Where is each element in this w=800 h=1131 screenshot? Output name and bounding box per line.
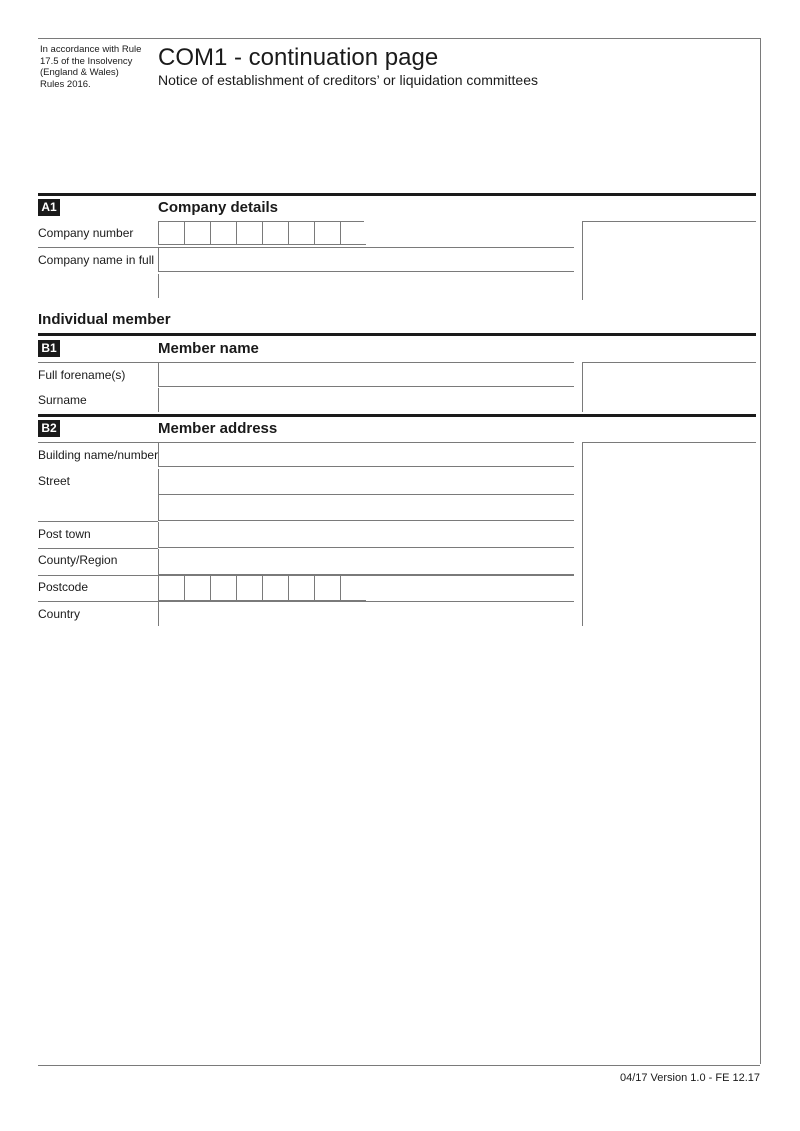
page-frame-bottom (38, 1065, 760, 1066)
postcode-char-8[interactable] (340, 575, 366, 601)
county-label: County/Region (38, 553, 118, 567)
b2-margin-note-box (582, 442, 756, 626)
postcode-char-1[interactable] (158, 575, 184, 601)
forenames-field[interactable] (158, 363, 574, 387)
a1-margin-note-box (582, 221, 756, 300)
form-subtitle: Notice of establishment of creditors’ or liquidation committees (158, 72, 538, 88)
street-field-line-2[interactable] (158, 495, 574, 521)
postcode-char-6[interactable] (288, 575, 314, 601)
postcode-char-4[interactable] (236, 575, 262, 601)
form-title: COM1 - continuation page (158, 44, 439, 71)
surname-label: Surname (38, 393, 87, 407)
company-number-digit-4[interactable] (236, 221, 262, 245)
surname-field[interactable] (158, 388, 574, 412)
section-b2-rule (38, 414, 756, 417)
individual-member-heading: Individual member (38, 311, 171, 328)
company-name-field-line-1[interactable] (158, 248, 574, 272)
section-a1-title: Company details (158, 199, 279, 216)
street-label: Street (38, 474, 71, 488)
company-number-digit-5[interactable] (262, 221, 288, 245)
b1-margin-note-box (582, 362, 756, 412)
version-footer: 04/17 Version 1.0 - FE 12.17 (619, 1072, 760, 1084)
page-frame-top (38, 38, 760, 39)
postcode-char-2[interactable] (184, 575, 210, 601)
company-number-digit-1[interactable] (158, 221, 184, 245)
section-b2-badge: B2 (38, 420, 60, 437)
street-field-line-1[interactable] (158, 469, 574, 495)
company-name-field-line-2[interactable] (158, 274, 574, 298)
section-b2-title: Member address (158, 420, 278, 437)
country-field[interactable] (158, 602, 574, 626)
row-divider (38, 548, 158, 549)
building-label: Building name/number (38, 448, 159, 462)
country-label: Country (38, 607, 81, 621)
post-town-field[interactable] (158, 522, 574, 548)
company-number-label: Company number (38, 226, 134, 240)
postcode-field[interactable] (158, 575, 364, 601)
section-b1-badge: B1 (38, 340, 60, 357)
postcode-char-5[interactable] (262, 575, 288, 601)
section-a1-rule (38, 193, 756, 196)
postcode-label: Postcode (38, 580, 89, 594)
company-number-field[interactable] (158, 221, 364, 245)
section-b1-title: Member name (158, 340, 259, 357)
company-number-digit-8[interactable] (340, 221, 366, 245)
post-town-label: Post town (38, 527, 91, 541)
company-number-digit-6[interactable] (288, 221, 314, 245)
postcode-char-3[interactable] (210, 575, 236, 601)
rule-reference-note: In accordance with Rule 17.5 of the Insolvency (England & Wales) Rules 2016. (40, 44, 142, 90)
company-name-label: Company name in full (38, 253, 155, 267)
forenames-label: Full forename(s) (38, 368, 126, 382)
row-divider (38, 521, 158, 522)
company-number-digit-7[interactable] (314, 221, 340, 245)
company-number-digit-3[interactable] (210, 221, 236, 245)
page-frame-right (760, 38, 761, 1064)
county-field[interactable] (158, 549, 574, 575)
postcode-char-7[interactable] (314, 575, 340, 601)
company-number-digit-2[interactable] (184, 221, 210, 245)
section-a1-badge: A1 (38, 199, 60, 216)
section-b1-rule (38, 333, 756, 336)
building-field[interactable] (158, 443, 574, 467)
